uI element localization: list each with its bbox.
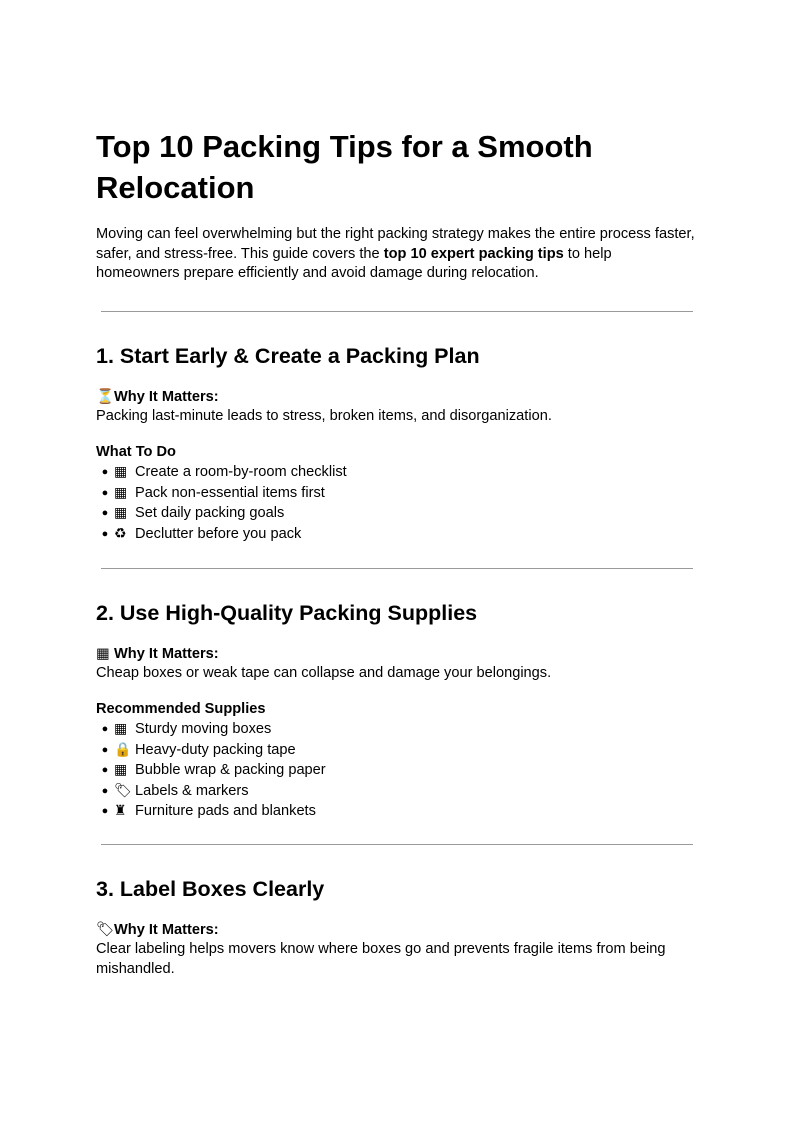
- why-it-matters-label-3: [96, 921, 219, 941]
- box-icon: ▦: [114, 761, 128, 777]
- box-icon: ▦: [114, 483, 128, 500]
- label-tag-icon: 🏷: [96, 922, 115, 938]
- declutter-icon: ♻: [114, 524, 127, 541]
- furniture-pad-icon: ♜: [114, 802, 127, 818]
- list-item-text: Pack non-essential items first: [135, 484, 325, 501]
- list-item: [96, 760, 326, 781]
- lock-icon: 🔒: [114, 740, 132, 757]
- list-item-text: Set daily packing goals: [135, 505, 285, 521]
- list-item-text: Heavy-duty packing tape: [135, 741, 296, 758]
- bullet-icon: ●: [101, 764, 109, 776]
- why-it-matters-label-1: [96, 388, 219, 408]
- list-item-text: Create a room-by-room checklist: [135, 464, 347, 480]
- intro-bold-text: top 10 expert packing tips: [383, 245, 564, 262]
- why-it-matters-label-2: [96, 645, 219, 665]
- list-item-text: Sturdy moving boxes: [135, 721, 272, 737]
- bullet-icon: ●: [101, 466, 109, 478]
- intro-text-start: Moving can feel overwhelming but the right packing strategy makes the entire process faster, safer, and stress-free. This guide covers the: [96, 226, 695, 262]
- bullet-icon: ●: [101, 784, 109, 797]
- why-it-matters-text-3: Clear labeling helps movers know where boxes go and prevents fragile items from being mishandled.: [96, 941, 666, 977]
- box-icon: ▦: [96, 646, 110, 662]
- section-divider: [101, 844, 693, 845]
- list-item: [96, 462, 347, 483]
- tips-list-1: [96, 462, 347, 544]
- list-label-2: Recommended Supplies: [96, 701, 266, 717]
- list-item-text: Bubble wrap & packing paper: [135, 762, 326, 778]
- list-item: [96, 719, 326, 740]
- list-item: [96, 740, 326, 761]
- tips-list-2: [96, 719, 326, 822]
- list-item-text: Labels & markers: [135, 782, 249, 799]
- list-item: [96, 524, 347, 545]
- why-label-text: Why It Matters:: [114, 389, 219, 405]
- section-heading-1: 1. Start Early & Create a Packing Plan: [96, 344, 480, 368]
- list-item-text: Declutter before you pack: [135, 525, 302, 542]
- box-icon: ▦: [114, 720, 128, 736]
- box-icon: ▦: [114, 463, 128, 479]
- section-divider: [101, 311, 693, 312]
- bullet-icon: ●: [101, 507, 109, 519]
- list-item: [96, 483, 347, 504]
- why-it-matters-text-2: Cheap boxes or weak tape can collapse and damage your belongings.: [96, 665, 552, 681]
- list-item: [96, 781, 326, 802]
- bullet-icon: ●: [101, 723, 109, 735]
- calendar-icon: ▦: [114, 504, 128, 520]
- label-tag-icon: 🏷: [114, 781, 132, 798]
- hourglass-icon: ⏳: [96, 389, 115, 405]
- list-label-1: What To Do: [96, 444, 176, 460]
- bullet-icon: ●: [101, 743, 109, 756]
- section-heading-3: 3. Label Boxes Clearly: [96, 877, 325, 901]
- bullet-icon: ●: [101, 527, 109, 540]
- page-title: Top 10 Packing Tips for a Smooth Relocation: [96, 129, 593, 205]
- list-item-text: Furniture pads and blankets: [135, 803, 316, 819]
- list-item: [96, 801, 326, 822]
- why-label-text: Why It Matters:: [114, 646, 219, 662]
- bullet-icon: ●: [101, 486, 109, 499]
- intro-paragraph: [96, 225, 696, 284]
- section-heading-2: 2. Use High-Quality Packing Supplies: [96, 601, 478, 625]
- list-item: [96, 503, 347, 524]
- intro-text-end: to help homeowners prepare efficiently and avoid damage during relocation.: [96, 245, 612, 281]
- why-label-text: Why It Matters:: [114, 922, 219, 938]
- section-divider: [101, 568, 693, 569]
- bullet-icon: ●: [101, 805, 109, 817]
- why-it-matters-text-1: Packing last-minute leads to stress, broken items, and disorganization.: [96, 408, 552, 424]
